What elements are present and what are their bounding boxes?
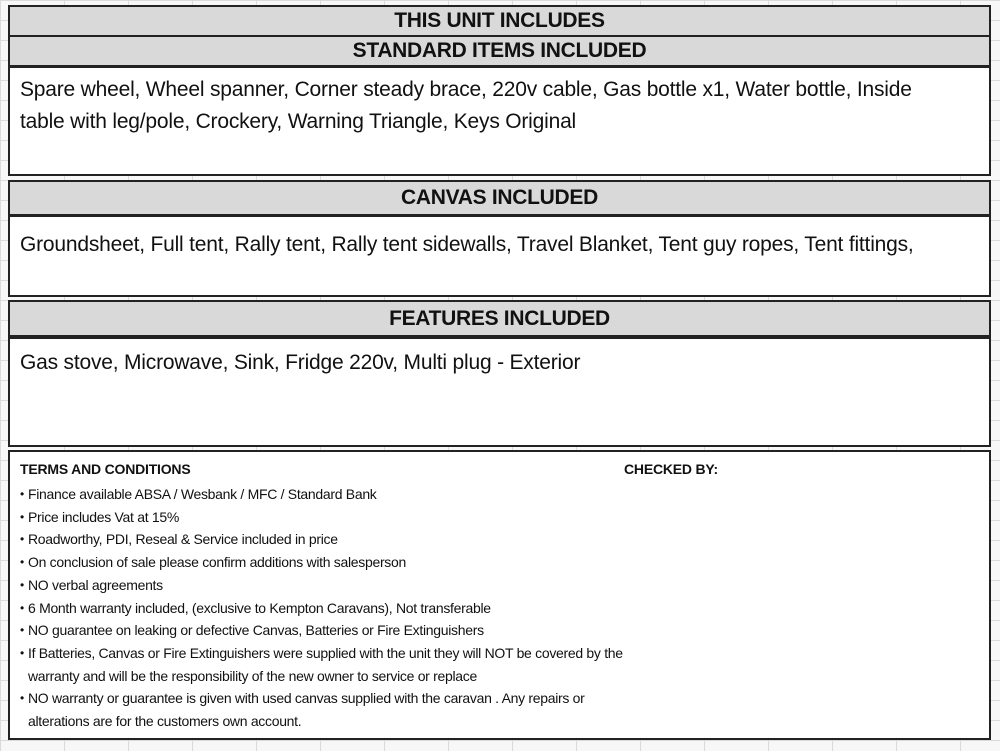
terms-item: • If Batteries, Canvas or Fire Extinguishers were supplied with the unit they will NOT be covered by the: [20, 642, 980, 665]
standard-items-heading: STANDARD ITEMS INCLUDED: [352, 39, 647, 62]
terms-item: • NO verbal agreements: [20, 574, 980, 597]
canvas-box: [8, 215, 991, 297]
standard-items-line-2: table with leg/pole, Crockery, Warning Triangle, Keys Original: [20, 110, 577, 133]
bullet-icon: •: [20, 600, 24, 615]
standard-items-box: [8, 66, 991, 176]
canvas-header: [8, 180, 991, 216]
terms-item: • On conclusion of sale please confirm additions with salesperson: [20, 551, 980, 574]
terms-box: [8, 450, 991, 740]
unit-includes-header: [8, 5, 991, 37]
terms-item: • NO warranty or guarantee is given with used canvas supplied with the caravan . Any repairs or: [20, 687, 980, 710]
terms-title: TERMS AND CONDITIONS: [20, 461, 191, 477]
bullet-icon: •: [20, 555, 24, 570]
features-header: [8, 300, 991, 337]
terms-list: [20, 483, 980, 733]
bullet-icon: •: [20, 623, 24, 638]
features-box: [8, 337, 991, 447]
terms-item: • Finance available ABSA / Wesbank / MFC / Standard Bank: [20, 483, 980, 506]
standard-items-header: [8, 35, 991, 67]
terms-item: • Roadworthy, PDI, Reseal & Service included in price: [20, 528, 980, 551]
standard-items-line-1: Spare wheel, Wheel spanner, Corner steady brace, 220v cable, Gas bottle x1, Water bottle, Inside: [20, 78, 912, 101]
canvas-text: Groundsheet, Full tent, Rally tent, Rally tent sidewalls, Travel Blanket, Tent guy ropes, Tent fittings,: [20, 233, 914, 256]
terms-item-continuation: alterations are for the customers own account.: [28, 713, 302, 730]
terms-item: • NO guarantee on leaking or defective Canvas, Batteries or Fire Extinguishers: [20, 619, 980, 642]
terms-item-continuation: warranty and will be the responsibility of the new owner to service or replace: [28, 667, 477, 684]
bullet-icon: •: [20, 577, 24, 592]
bullet-icon: •: [20, 487, 24, 501]
features-heading: FEATURES INCLUDED: [389, 306, 610, 330]
checked-by-label: CHECKED BY:: [624, 461, 718, 477]
terms-item: • Price includes Vat at 15%: [20, 506, 980, 529]
features-text: Gas stove, Microwave, Sink, Fridge 220v, Multi plug - Exterior: [20, 351, 581, 374]
bullet-icon: •: [20, 691, 24, 706]
bullet-icon: •: [20, 532, 24, 547]
terms-item: • 6 Month warranty included, (exclusive to Kempton Caravans), Not transferable: [20, 597, 980, 620]
unit-includes-title: THIS UNIT INCLUDES: [394, 9, 605, 32]
canvas-heading: CANVAS INCLUDED: [401, 186, 598, 209]
bullet-icon: •: [20, 509, 24, 524]
bullet-icon: •: [20, 645, 24, 660]
